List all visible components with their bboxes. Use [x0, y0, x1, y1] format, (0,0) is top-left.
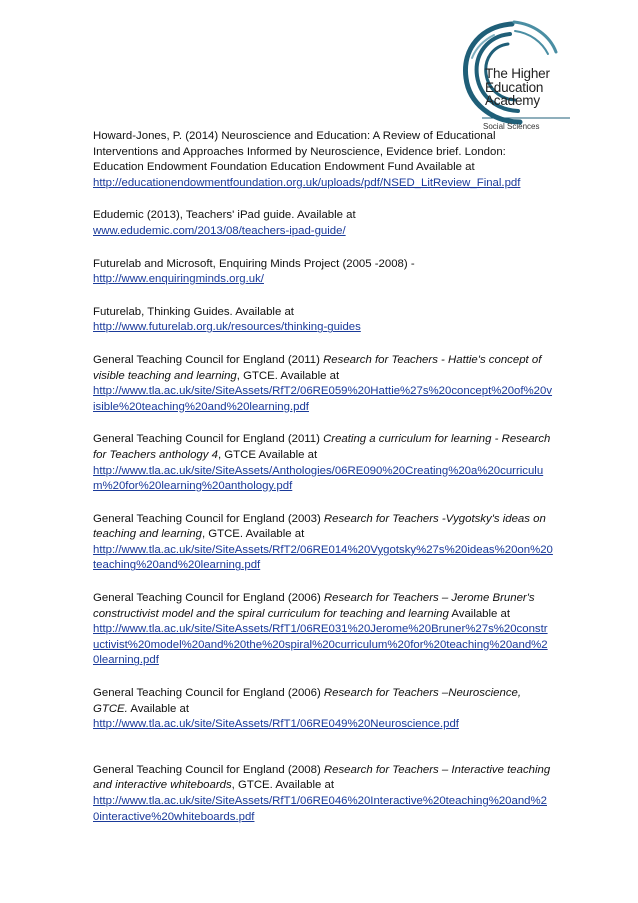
reference-link[interactable]: www.edudemic.com/2013/08/teachers-ipad-guide/ [93, 224, 346, 237]
reference-link[interactable]: http://www.tla.ac.uk/site/SiteAssets/RfT1/06RE046%20Interactive%20teaching%20and%20interactive%20whiteboards.pdf [93, 795, 547, 823]
reference-title: Research for Teachers - Hattie's concept of visible teaching and learning [93, 353, 542, 382]
reference-title: Creating a curriculum for learning - Research for Teachers anthology 4 [93, 433, 551, 461]
reference-citation [93, 432, 553, 463]
logo-line-3: Academy [485, 93, 540, 108]
logo-line-1: The Higher [485, 66, 550, 81]
hea-logo [452, 18, 572, 136]
reference-publisher: Available at [127, 702, 190, 715]
reference-title: Research for Teachers -Vygotsky's ideas on teaching and learning [93, 512, 546, 541]
reference-item [93, 305, 553, 336]
reference-link[interactable]: http://www.tla.ac.uk/site/SiteAssets/RfT2/06RE014%20Vygotsky%27s%20ideas%20on%20teaching%20and%20learning.pdf [93, 543, 553, 572]
reference-item [93, 353, 553, 415]
reference-title: Research for Teachers –Neuroscience, GTCE. [93, 687, 522, 715]
reference-citation [93, 763, 553, 794]
reference-citation [93, 591, 553, 622]
reference-publisher: Available at [448, 607, 511, 620]
reference-item [93, 512, 553, 574]
logo-subtitle: Social Sciences [483, 122, 540, 131]
reference-item [93, 686, 553, 733]
reference-link[interactable]: http://www.enquiringminds.org.uk/ [93, 273, 264, 286]
reference-title: Research for Teachers – Jerome Bruner's constructivist model and the spiral curriculum for teaching and learning [93, 592, 535, 620]
logo-line-2: Education [485, 79, 544, 95]
reference-author: General Teaching Council for England (2011) [93, 433, 324, 446]
reference-citation [93, 512, 553, 543]
reference-link[interactable]: http://www.tla.ac.uk/site/SiteAssets/RfT1/06RE031%20Jerome%20Bruner%27s%20constructivist%20model%20and%20the%20spiral%20curriculum%20for%20teaching%20and%20learning.pdf [93, 623, 548, 667]
reference-author: General Teaching Council for England (2008) [93, 763, 324, 776]
reference-text: Edudemic (2013), Teachers' iPad guide. Available at [93, 209, 356, 222]
reference-link[interactable]: http://www.tla.ac.uk/site/SiteAssets/RfT2/06RE059%20Hattie%27s%20concept%20of%20visible%20teaching%20and%20learning.pdf [93, 385, 553, 413]
reference-item [93, 208, 553, 239]
reference-citation [93, 353, 553, 384]
reference-author: General Teaching Council for England (2006) [93, 687, 324, 700]
reference-publisher: , GTCE. Available at [236, 369, 340, 382]
reference-item [93, 129, 553, 191]
reference-text: Futurelab and Microsoft, Enquiring Minds Project (2005 -2008) - [93, 257, 415, 270]
reference-publisher: , GTCE. Available at [201, 528, 305, 541]
reference-item [93, 591, 553, 669]
reference-publisher: , GTCE Available at [217, 448, 318, 461]
reference-title: Research for Teachers – Interactive teaching and interactive whiteboards [93, 763, 551, 792]
reference-link[interactable]: http://www.futurelab.org.uk/resources/thinking-guides [93, 321, 361, 334]
logo-wordmark [485, 67, 550, 108]
reference-author: General Teaching Council for England (2011) [93, 353, 324, 366]
reference-author: General Teaching Council for England (2006) [93, 592, 324, 605]
reference-item [93, 432, 553, 494]
reference-link[interactable]: http://www.tla.ac.uk/site/SiteAssets/Anthologies/06RE090%20Creating%20a%20curriculum%20for%20learning%20anthology.pdf [93, 464, 544, 493]
reference-text: Futurelab, Thinking Guides. Available at [93, 305, 294, 318]
reference-link[interactable]: http://www.tla.ac.uk/site/SiteAssets/RfT1/06RE049%20Neuroscience.pdf [93, 718, 459, 731]
reference-list [93, 129, 553, 842]
reference-publisher: , GTCE. Available at [231, 779, 335, 792]
reference-item [93, 763, 553, 825]
reference-author: General Teaching Council for England (2003) [93, 512, 324, 525]
reference-text: Howard-Jones, P. (2014) Neuroscience and Education: A Review of Educational Interventions and Approaches Informed by Neuroscience, Evidence brief. London: Education Endowment Foundation Education Endowment Fund Available at [93, 130, 506, 174]
reference-link[interactable]: http://educationendowmentfoundation.org.uk/uploads/pdf/NSED_LitReview_Final.pdf [93, 176, 521, 189]
reference-item [93, 257, 553, 288]
reference-citation [93, 686, 553, 717]
